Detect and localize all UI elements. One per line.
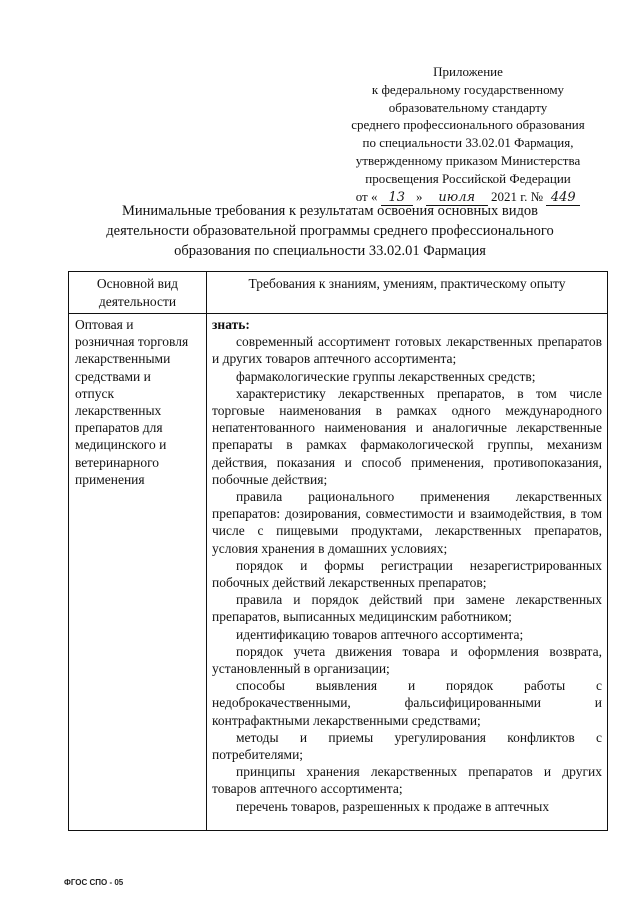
activity-line: отпуск	[75, 385, 114, 401]
appendix-line: утвержденному приказом Министерства	[355, 152, 581, 168]
knowledge-item: порядок учета движения товара и оформления возврата, установленный в организации;	[212, 643, 602, 677]
activity-line: лекарственными	[75, 351, 171, 367]
title-line: деятельности образовательной программы среднего профессионального	[106, 222, 554, 239]
date-mid: »	[415, 188, 423, 204]
appendix-line: образовательному стандарту	[388, 99, 548, 115]
knowledge-item: правила рационального применения лекарственных препаратов: дозирования, совместимости и взаимодействия, в том числе с пищевыми продуктами, лекарственных препаратов, условия хранения в домашних условиях;	[212, 489, 602, 556]
title-line: образования по специальности 33.02.01 Фармация	[174, 242, 486, 259]
appendix-block	[335, 63, 601, 206]
knowledge-item: методы и приемы урегулирования конфликтов с потребителями;	[212, 729, 602, 763]
activity-line: препаратов для	[75, 420, 163, 436]
appendix-line: по специальности 33.02.01 Фармация,	[362, 135, 574, 151]
title-line: Минимальные требования к результатам освоения основных видов	[122, 203, 538, 219]
activity-line: средствами и	[75, 368, 151, 384]
appendix-line: просвещения Российской Федерации	[365, 170, 571, 186]
activity-line: медицинского и	[75, 437, 167, 453]
appendix-line: к федеральному государственному	[371, 81, 565, 97]
document-title	[80, 202, 580, 261]
activity-line: лекарственных	[75, 403, 162, 419]
knowledge-item: порядок и формы регистрации незарегистрированных побочных действий лекарственных препаратов;	[212, 557, 602, 591]
requirements-cell	[212, 316, 602, 815]
date-year: 2021 г. №	[490, 188, 544, 204]
header-requirements: Требования к знаниям, умениям, практическому опыту	[248, 276, 566, 291]
activity-line: применения	[75, 471, 145, 487]
date-month-handwritten: июля	[426, 191, 488, 206]
knowledge-item: перечень товаров, разрешенных к продаже в аптечных	[236, 798, 550, 814]
appendix-line: среднего профессионального образования	[351, 117, 585, 133]
knowledge-item: идентификацию товаров аптечного ассортимента;	[236, 626, 524, 642]
knowledge-item: способы выявления и порядок работы с недоброкачественными, фальсифицированными и контрафактными лекарственными средствами;	[212, 678, 602, 728]
knowledge-item: современный ассортимент готовых лекарственных препаратов и других товаров аптечного ассортимента;	[212, 334, 602, 367]
footer-code: ФГОС СПО - 05	[64, 878, 124, 887]
knowledge-item: принципы хранения лекарственных препаратов и других товаров аптечного ассортимента;	[212, 764, 602, 797]
activity-line: розничная торговля	[75, 334, 189, 350]
knowledge-label: знать:	[212, 317, 250, 332]
column-divider	[206, 272, 207, 830]
header-activity	[69, 275, 206, 311]
activity-line: ветеринарного	[75, 454, 160, 470]
activity-cell	[75, 316, 203, 488]
knowledge-item: правила и порядок действий при замене лекарственных препаратов, выписанных медицинским работником;	[212, 592, 602, 625]
appendix-line: Приложение	[433, 64, 503, 79]
knowledge-item: характеристику лекарственных препаратов, в том числе торговые наименования в рамках одного международного непатентованного наименования и аналогичные лекарственные препараты в рамках фармакологической группы, механизм действия, показания и способ применения, противопоказания, побочные действия;	[212, 385, 602, 487]
header-divider	[69, 313, 607, 314]
date-prefix: от «	[355, 188, 378, 204]
order-number-handwritten: 449	[546, 191, 580, 206]
knowledge-item: фармакологические группы лекарственных средств;	[236, 368, 536, 384]
activity-line: Оптовая и	[75, 317, 134, 332]
header-activity-line: Основной вид	[96, 276, 179, 291]
requirements-table	[68, 271, 608, 831]
header-activity-line: деятельности	[98, 294, 177, 309]
date-day-handwritten: 13	[381, 191, 413, 206]
